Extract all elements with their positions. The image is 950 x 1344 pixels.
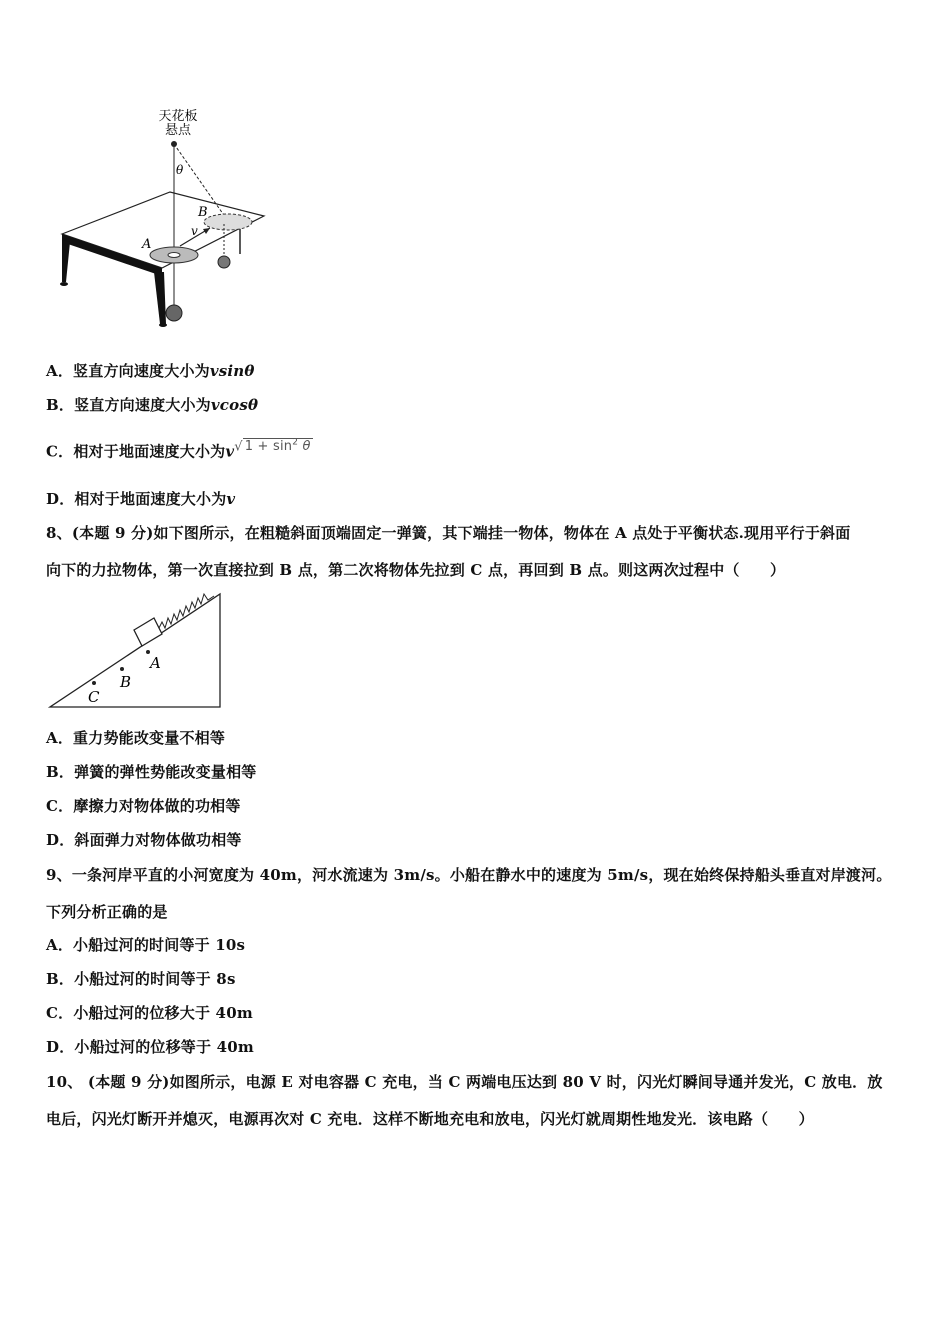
ceiling-label-2: 悬点: [164, 123, 192, 138]
q9-option-a: A．小船过河的时间等于 10s: [46, 936, 246, 954]
table-foot-left: [60, 282, 68, 286]
q9-option-d: D．小船过河的位移等于 40m: [46, 1038, 254, 1056]
q10-stem-line1: 10、 (本题 9 分)如图所示，电源 E 对电容器 C 充电，当 C 两端电压达到 80 V 时，闪光灯瞬间导通并发光，C 放电．放: [46, 1073, 883, 1091]
ceiling-label-1: 天花板: [158, 109, 198, 124]
label-A: A: [150, 654, 161, 672]
label-A: A: [142, 237, 152, 252]
point-B-dot: [120, 667, 124, 671]
incline-spring-figure: [46, 590, 226, 712]
q7-option-d-text: D．相对于地面速度大小为: [46, 490, 227, 508]
label-B: B: [120, 673, 132, 691]
q9-stem-line1: 9、一条河岸平直的小河宽度为 40m，河水流速为 3m/s。小船在静水中的速度为 5m/s，现在始终保持船头垂直对岸渡河。: [46, 866, 892, 884]
label-B: B: [198, 205, 208, 220]
incline: [50, 594, 220, 707]
q7-option-c-v: v: [225, 442, 235, 461]
q7-option-c-text: C．相对于地面速度大小为: [46, 442, 226, 461]
q9-stem-line2: 下列分析正确的是: [46, 903, 168, 921]
theta-label: θ: [176, 163, 184, 177]
q7-option-a: [46, 360, 255, 381]
q9-option-c: C．小船过河的位移大于 40m: [46, 1004, 253, 1022]
label-C: C: [88, 688, 100, 706]
q7-option-d: [46, 488, 235, 509]
q7-option-d-v: v: [226, 490, 236, 508]
q7-option-a-text: A．竖直方向速度大小为: [46, 362, 210, 380]
q9-option-b: B．小船过河的时间等于 8s: [46, 970, 236, 988]
q8-option-d: D．斜面弹力对物体做功相等: [46, 831, 242, 849]
sqrt-expression: √ $1 + \sin^2 \theta$: [234, 438, 311, 455]
ball-right: [218, 256, 230, 268]
q8-option-a: A．重力势能改变量不相等: [46, 729, 226, 747]
sqrt-theta: θ: [302, 439, 311, 455]
q10-stem-line2: 电后，闪光灯断开并熄灭，电源再次对 C 充电．这样不断地充电和放电，闪光灯就周期性地发光．该电路（ ）: [46, 1110, 814, 1128]
q8-stem-line2: 向下的力拉物体，第一次直接拉到 B 点，第二次将物体先拉到 C 点，再回到 B 点。则这两次过程中（ ）: [46, 561, 786, 579]
table-foot-front: [159, 323, 167, 327]
table-leg-left: [62, 240, 70, 282]
table-leg-front: [154, 272, 166, 324]
ball-bottom: [166, 305, 182, 321]
ring-B: [204, 214, 252, 230]
ring-A-hole: [168, 253, 180, 258]
point-C-dot: [92, 681, 96, 685]
label-v: v: [191, 224, 198, 238]
q7-option-c: [46, 438, 313, 461]
q7-option-b: [46, 394, 258, 415]
sqrt-exponent: 2: [292, 438, 299, 448]
q7-option-b-expr: vcosθ: [210, 396, 259, 414]
q7-option-b-text: B．竖直方向速度大小为: [46, 396, 211, 414]
q8-option-c: C．摩擦力对物体做的功相等: [46, 797, 241, 815]
pendulum-table-figure: [50, 100, 270, 332]
sqrt-radicand: 1 + sin: [244, 439, 293, 455]
q8-option-b: B．弹簧的弹性势能改变量相等: [46, 763, 257, 781]
q7-option-a-expr: vsinθ: [209, 362, 255, 380]
q8-stem-line1: 8、(本题 9 分)如下图所示，在粗糙斜面顶端固定一弹簧，其下端挂一物体，物体在 A 点处于平衡状态.现用平行于斜面: [46, 524, 851, 542]
